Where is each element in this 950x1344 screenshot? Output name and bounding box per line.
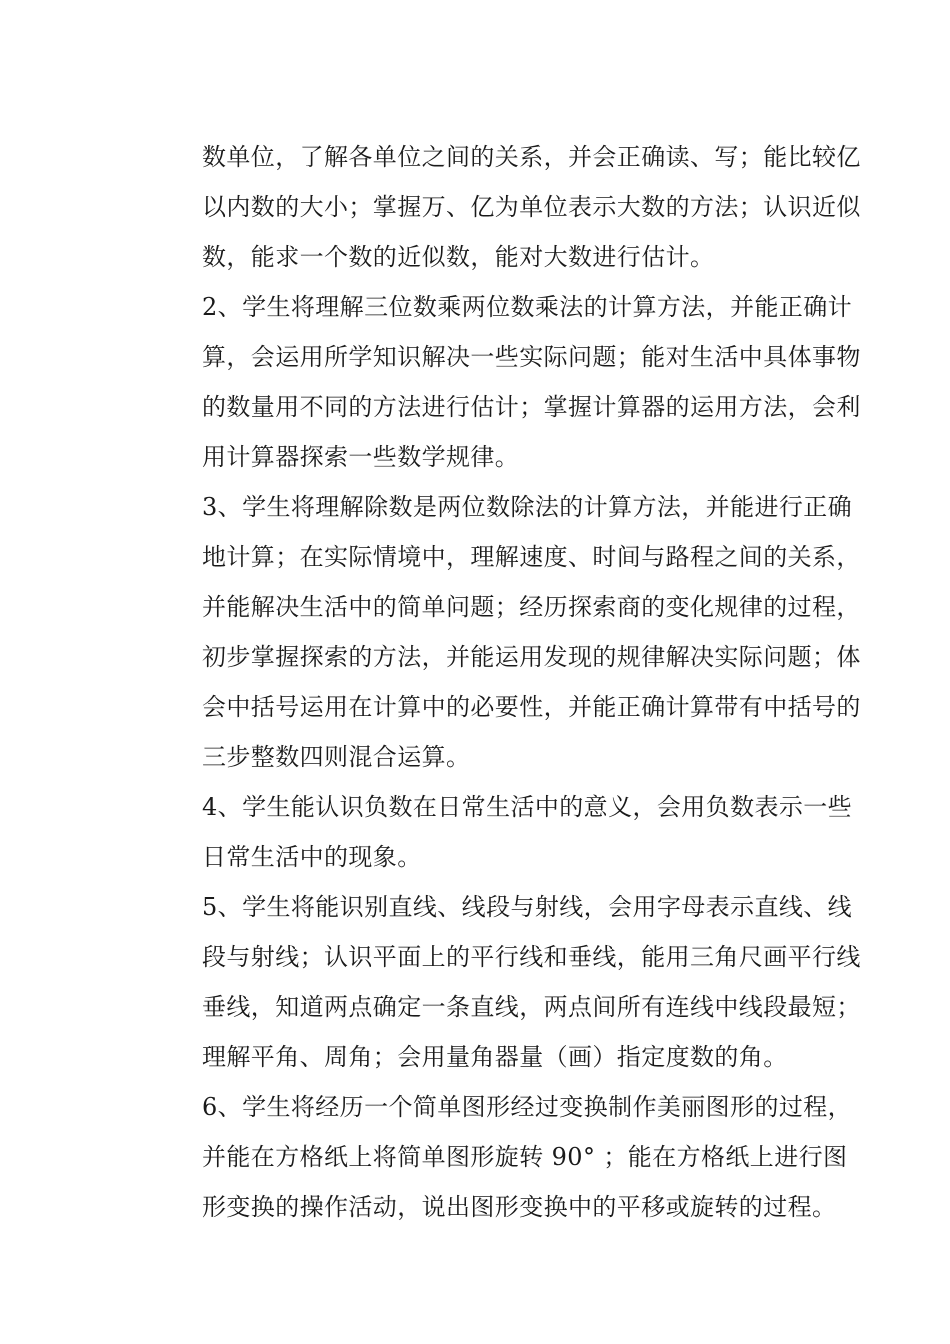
text-line: 理解平角、周角；会用量角器量（画）指定度数的角。 bbox=[202, 1043, 788, 1071]
text-line: 算，会运用所学知识解决一些实际问题；能对生活中具体事物 bbox=[202, 343, 861, 371]
text-line: 数单位，了解各单位之间的关系，并会正确读、写；能比较亿 bbox=[202, 143, 861, 171]
text-line: 段与射线；认识平面上的平行线和垂线，能用三角尺画平行线 bbox=[202, 943, 861, 971]
text-line: 垂线，知道两点确定一条直线，两点间所有连线中线段最短； bbox=[202, 993, 861, 1021]
paragraph bbox=[202, 782, 853, 882]
text-line: 地计算；在实际情境中，理解速度、时间与路程之间的关系， bbox=[202, 543, 861, 571]
text-line: 并能在方格纸上将简单图形旋转 90° ；能在方格纸上进行图 bbox=[202, 1143, 848, 1171]
text-line: 形变换的操作活动，说出图形变换中的平移或旋转的过程。 bbox=[202, 1193, 837, 1221]
document-body bbox=[202, 132, 861, 1232]
text-line: 初步掌握探索的方法，并能运用发现的规律解决实际问题；体 bbox=[202, 643, 861, 671]
text-line: 三步整数四则混合运算。 bbox=[202, 743, 471, 771]
text-line: 数，能求一个数的近似数，能对大数进行估计。 bbox=[202, 243, 715, 271]
paragraph bbox=[202, 282, 861, 482]
text-line: 会中括号运用在计算中的必要性，并能正确计算带有中括号的 bbox=[202, 693, 861, 721]
text-line: 5、学生将能识别直线、线段与射线，会用字母表示直线、线 bbox=[202, 893, 853, 921]
paragraph bbox=[202, 882, 861, 1082]
paragraph bbox=[202, 1082, 853, 1232]
text-line: 3、学生将理解除数是两位数除法的计算方法，并能进行正确 bbox=[202, 493, 853, 521]
text-line: 2、学生将理解三位数乘两位数乘法的计算方法，并能正确计 bbox=[202, 293, 853, 321]
text-line: 4、学生能认识负数在日常生活中的意义，会用负数表示一些 bbox=[202, 793, 853, 821]
text-line: 并能解决生活中的简单问题；经历探索商的变化规律的过程， bbox=[202, 593, 861, 621]
paragraph bbox=[202, 482, 861, 782]
paragraph bbox=[202, 132, 861, 282]
text-line: 6、学生将经历一个简单图形经过变换制作美丽图形的过程， bbox=[202, 1093, 853, 1121]
text-line: 以内数的大小；掌握万、亿为单位表示大数的方法；认识近似 bbox=[202, 193, 861, 221]
text-line: 日常生活中的现象。 bbox=[202, 843, 422, 871]
text-line: 的数量用不同的方法进行估计；掌握计算器的运用方法，会利 bbox=[202, 393, 861, 421]
text-line: 用计算器探索一些数学规律。 bbox=[202, 443, 520, 471]
